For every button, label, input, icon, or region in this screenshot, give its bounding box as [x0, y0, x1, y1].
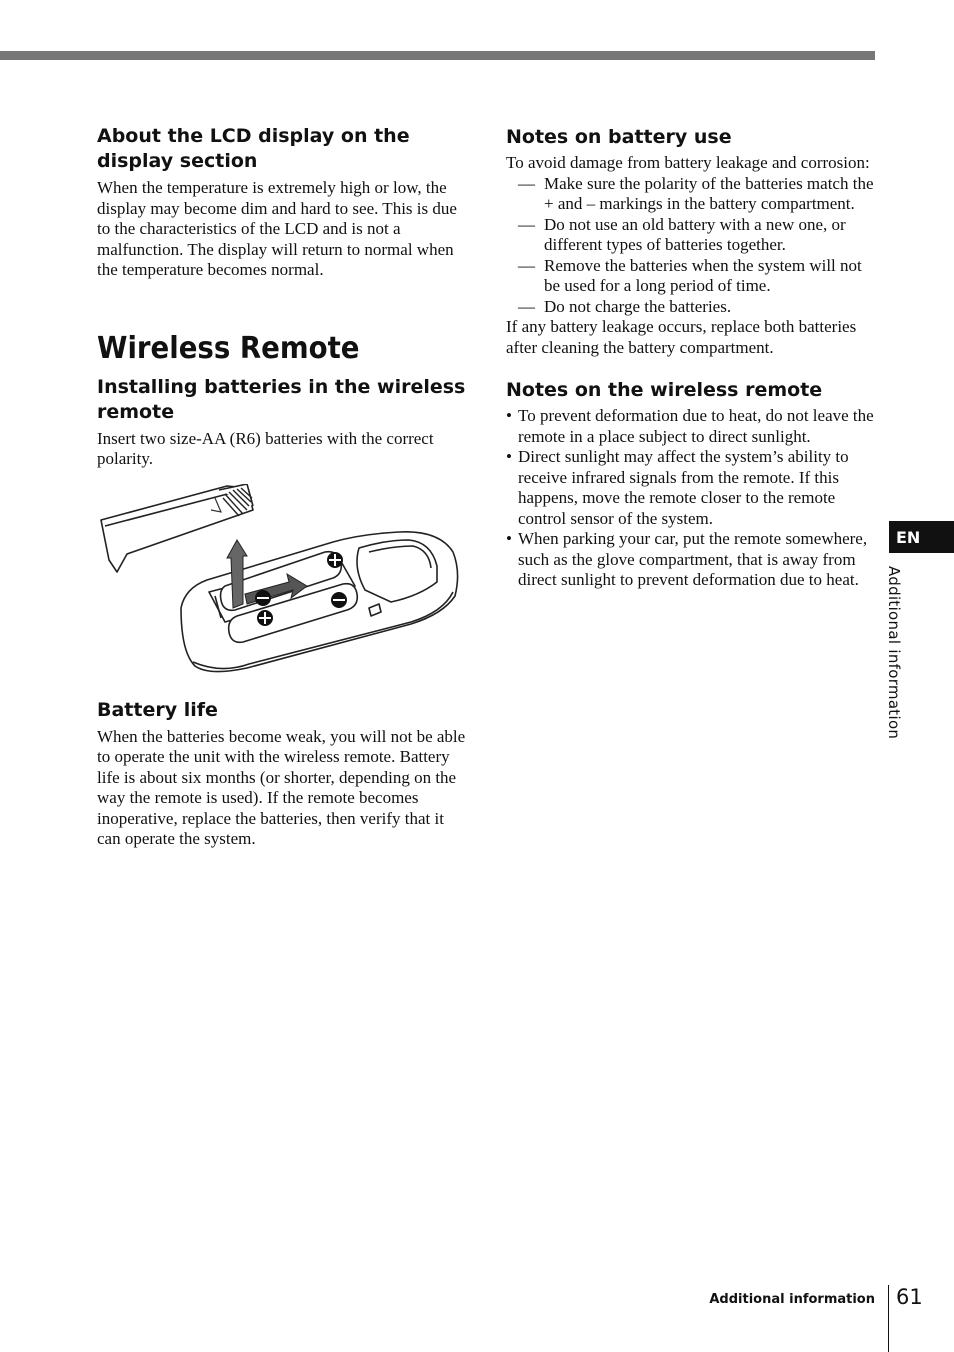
remote-battery-insertion-illustration [97, 484, 469, 680]
list-item: — Do not use an old battery with a new one, or different types of batteries together. [518, 214, 846, 254]
list-item: — Remove the batteries when the system will not be used for a long period of time. [518, 255, 862, 295]
install-heading: Installing batteries in the wireless remote [97, 375, 466, 423]
list-item: • When parking your car, put the remote somewhere, such as the glove compartment, that is away from direct sunlight to prevent deformation due to heat. [506, 529, 868, 589]
battery-use-heading: Notes on battery use [506, 126, 732, 148]
top-rule [0, 51, 875, 60]
left-column [97, 124, 469, 850]
battery-life-paragraph: When the batteries become weak, you will not be able to operate the unit with the wireless remote. Battery life is about six months (or shorter, depending on the way the remote is used). If the remote becomes inoperative, replace the batteries, then verify that it can operate the system. [97, 726, 466, 848]
page-number: 61 [896, 1285, 923, 1309]
section-title: Wireless Remote [97, 330, 360, 366]
install-paragraph: Insert two size-AA (R6) batteries with the correct polarity. [97, 428, 434, 468]
lcd-heading: About the LCD display on the display section [97, 125, 410, 172]
battery-use-intro: To avoid damage from battery leakage and corrosion: [506, 153, 870, 172]
lcd-paragraph: When the temperature is extremely high or low, the display may become dim and hard to see. This is due to the characteristics of the LCD and is not a malfunction. The display will return to normal when the temperature becomes normal. [97, 178, 457, 279]
list-item: • To prevent deformation due to heat, do not leave the remote in a place subject to direct sunlight. [506, 406, 874, 446]
footer-divider [888, 1285, 889, 1352]
language-tab: EN [889, 521, 954, 553]
side-section-label: Additional information [885, 566, 903, 740]
right-column [506, 125, 878, 591]
wireless-remote-notes-list [506, 406, 878, 591]
battery-use-outro: If any battery leakage occurs, replace both batteries after cleaning the battery compartment. [506, 317, 857, 357]
list-item: — Make sure the polarity of the batteries match the + and – markings in the battery compartment. [518, 173, 874, 213]
wireless-remote-notes-heading: Notes on the wireless remote [506, 379, 823, 401]
battery-use-list [506, 174, 878, 318]
battery-life-heading: Battery life [97, 698, 218, 721]
list-item: • Direct sunlight may affect the system’s ability to receive infrared signals from the remote. If this happens, move the remote closer to the remote control sensor of the system. [506, 447, 849, 528]
list-item: — Do not charge the batteries. [518, 296, 732, 316]
footer-section-label: Additional information [709, 1292, 875, 1307]
